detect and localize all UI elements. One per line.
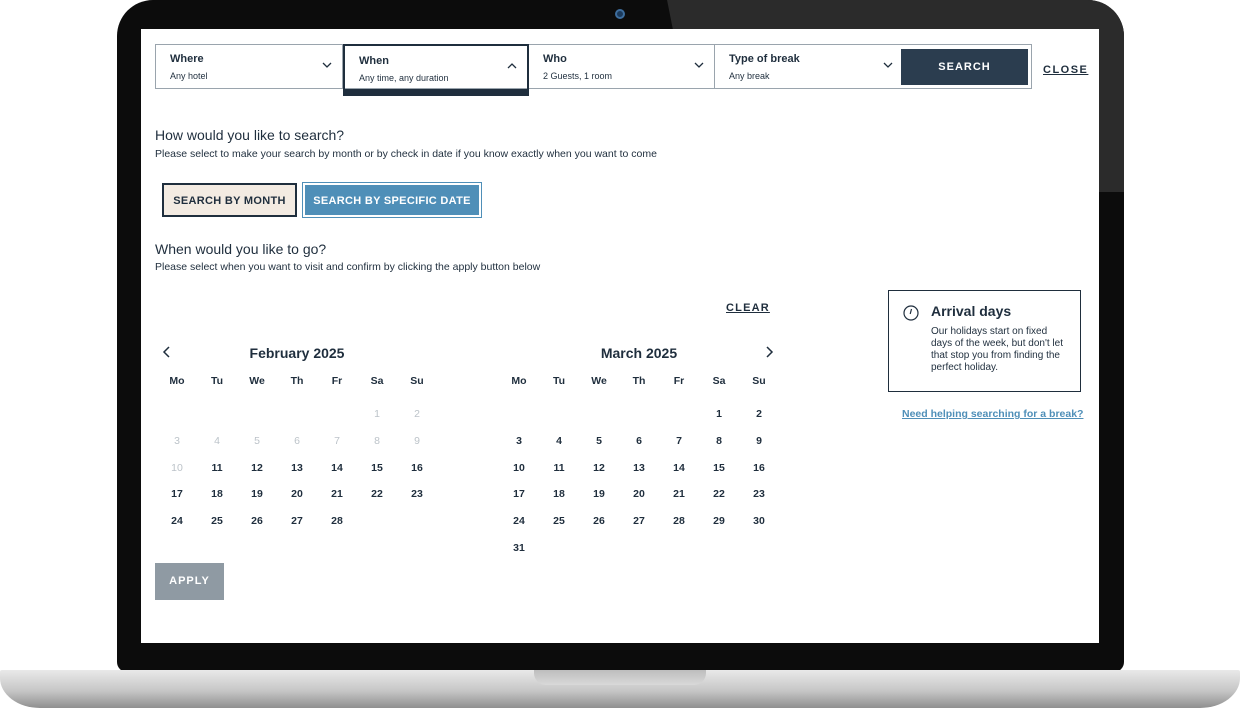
weekday-label: We	[591, 375, 607, 387]
calendar-day-disabled: 10	[171, 461, 183, 474]
calendar-day[interactable]: 25	[553, 515, 565, 528]
calendar-day[interactable]: 17	[513, 488, 525, 501]
where-label: Where	[170, 53, 204, 65]
calendar-day[interactable]: 2	[756, 408, 762, 421]
calendar-week-row	[157, 508, 437, 535]
calendar-day[interactable]: 31	[513, 541, 525, 554]
weekday-label: Th	[632, 375, 646, 387]
weekday-label: Tu	[552, 375, 566, 387]
calendar-day[interactable]: 11	[553, 461, 565, 474]
weekday-label: Sa	[712, 375, 726, 387]
calendar-day-disabled: 3	[174, 435, 180, 448]
month-title-march: March 2025	[600, 345, 678, 361]
where-value: Any hotel	[170, 71, 208, 81]
calendar-day[interactable]: 27	[633, 515, 645, 528]
dates-heading: When would you like to go?	[155, 241, 327, 257]
calendar-day[interactable]: 6	[636, 435, 642, 448]
calendar-day[interactable]: 21	[331, 488, 343, 501]
chevron-up-icon	[507, 61, 517, 71]
close-link[interactable]: CLOSE	[1043, 64, 1089, 76]
calendar-day[interactable]: 25	[211, 515, 223, 528]
when-field[interactable]	[343, 44, 529, 96]
calendar-day[interactable]: 22	[371, 488, 383, 501]
laptop-notch	[534, 670, 706, 685]
dates-subtext: Please select when you want to visit and confirm by clicking the apply button below	[155, 261, 541, 273]
apply-button[interactable]: APPLY	[155, 563, 224, 600]
calendar-day[interactable]: 29	[713, 515, 725, 528]
calendar-day-disabled: 1	[374, 408, 380, 421]
calendar-day[interactable]: 15	[371, 461, 383, 474]
calendar-day[interactable]: 27	[291, 515, 303, 528]
chevron-down-icon	[883, 60, 893, 70]
calendar-day[interactable]: 13	[291, 461, 303, 474]
type-of-break-value: Any break	[729, 71, 770, 81]
search-by-specific-date-button[interactable]: SEARCH BY SPECIFIC DATE	[303, 183, 481, 217]
calendar-day[interactable]: 20	[633, 488, 645, 501]
when-value: Any time, any duration	[359, 73, 449, 83]
calendar-day[interactable]: 22	[713, 488, 725, 501]
who-field[interactable]	[529, 45, 715, 88]
info-text: Our holidays start on fixed days of the week, but don't let that stop you from finding the perfect holiday.	[931, 326, 1063, 373]
calendar-day[interactable]: 1	[716, 408, 722, 421]
calendar-day[interactable]: 16	[753, 461, 765, 474]
calendar-day[interactable]: 26	[593, 515, 605, 528]
calendar-day[interactable]: 24	[513, 515, 525, 528]
weekday-label: We	[249, 375, 265, 387]
help-link[interactable]: Need helping searching for a break?	[902, 408, 1084, 420]
calendar-day-disabled: 5	[254, 435, 260, 448]
calendar-day[interactable]: 3	[516, 435, 522, 448]
weekday-label: Th	[290, 375, 304, 387]
chevron-down-icon	[322, 60, 332, 70]
chevron-down-icon	[694, 60, 704, 70]
calendar-day-disabled: 2	[414, 408, 420, 421]
calendar-day[interactable]: 12	[251, 461, 263, 474]
calendar-day[interactable]: 26	[251, 515, 263, 528]
calendar-day[interactable]: 11	[211, 461, 223, 474]
calendar-week-row	[499, 428, 779, 455]
calendar-day[interactable]: 5	[596, 435, 602, 448]
calendar-day[interactable]: 8	[716, 435, 722, 448]
calendar-day[interactable]: 28	[673, 515, 685, 528]
weekday-label: Su	[752, 375, 766, 387]
calendar-week-row	[157, 454, 437, 481]
search-mode-heading: How would you like to search?	[155, 127, 345, 143]
clear-link[interactable]: CLEAR	[726, 302, 770, 314]
calendar-day[interactable]: 21	[673, 488, 685, 501]
calendar-day[interactable]: 4	[556, 435, 562, 448]
search-button[interactable]: SEARCH	[901, 49, 1028, 85]
weekday-label: Sa	[370, 375, 384, 387]
calendar-day[interactable]: 7	[676, 435, 682, 448]
camera-icon	[615, 9, 625, 19]
calendar-day-disabled: 6	[294, 435, 300, 448]
calendar-day[interactable]: 23	[753, 488, 765, 501]
calendar-week-row	[499, 481, 779, 508]
calendar-day[interactable]: 23	[411, 488, 423, 501]
calendar-day[interactable]: 12	[593, 461, 605, 474]
calendar-week-row	[499, 401, 779, 428]
calendar-day[interactable]: 28	[331, 515, 343, 528]
calendar-day[interactable]: 14	[331, 461, 343, 474]
calendar-day[interactable]: 30	[753, 515, 765, 528]
when-label: When	[359, 55, 389, 67]
who-label: Who	[543, 53, 567, 65]
who-value: 2 Guests, 1 room	[543, 71, 613, 81]
screen	[141, 29, 1099, 643]
weekday-label: Tu	[210, 375, 224, 387]
month-title-february: February 2025	[249, 345, 345, 361]
calendar-day[interactable]: 16	[411, 461, 423, 474]
calendar-day-disabled: 7	[334, 435, 340, 448]
calendar-day[interactable]: 19	[251, 488, 263, 501]
weekday-label: Mo	[169, 375, 185, 387]
weekday-header-row	[499, 372, 779, 390]
type-of-break-field[interactable]	[715, 45, 903, 88]
calendar-week-row	[499, 534, 779, 561]
calendar-day[interactable]: 15	[713, 461, 725, 474]
calendar-week-row	[499, 508, 779, 535]
calendar-grid-march	[499, 372, 779, 561]
calendar-day[interactable]: 9	[756, 435, 762, 448]
calendar-day-disabled: 4	[214, 435, 220, 448]
calendar-day[interactable]: 18	[553, 488, 565, 501]
calendar-week-row	[499, 454, 779, 481]
search-by-month-button[interactable]: SEARCH BY MONTH	[162, 183, 297, 217]
calendar-day[interactable]: 18	[211, 488, 223, 501]
calendar-day[interactable]: 14	[673, 461, 685, 474]
calendar-grid-february	[157, 372, 437, 534]
calendar-day[interactable]: 20	[291, 488, 303, 501]
calendar-day[interactable]: 10	[513, 461, 525, 474]
calendar-day[interactable]: 24	[171, 515, 183, 528]
calendar-day[interactable]: 13	[633, 461, 645, 474]
weekday-header-row	[157, 372, 437, 390]
calendar-week-row	[157, 481, 437, 508]
info-title: Arrival days	[931, 303, 1012, 319]
calendar-week-row	[157, 401, 437, 428]
calendar-day[interactable]: 17	[171, 488, 183, 501]
calendar-week-row	[157, 428, 437, 455]
type-of-break-label: Type of break	[729, 53, 800, 65]
calendar-day-disabled: 9	[414, 435, 420, 448]
where-field[interactable]	[156, 45, 343, 88]
calendar-day[interactable]: 19	[593, 488, 605, 501]
search-mode-subtext: Please select to make your search by month or by check in date if you know exactly when you want to come	[155, 148, 657, 160]
weekday-label: Fr	[673, 375, 685, 387]
weekday-label: Mo	[511, 375, 527, 387]
calendar-day-disabled: 8	[374, 435, 380, 448]
weekday-label: Fr	[331, 375, 343, 387]
arrival-days-info-box	[888, 290, 1081, 392]
weekday-label: Su	[410, 375, 424, 387]
clock-icon	[903, 305, 919, 321]
